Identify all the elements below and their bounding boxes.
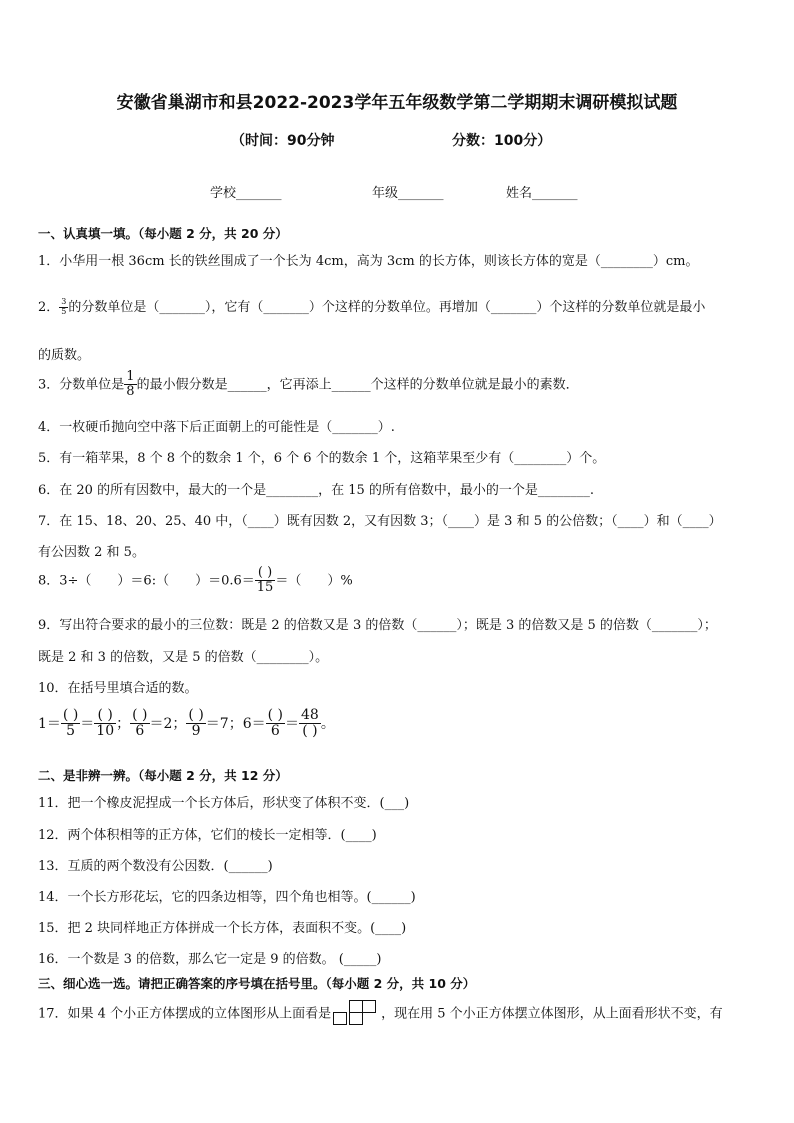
question-17-text: 17．如果 4 个小正方体摆成的立体图形从上面看是 bbox=[38, 1006, 332, 1022]
question-2-number: 2． bbox=[38, 300, 60, 315]
question-7: 7．在 15、18、20、25、40 中，（____）既有因数 2，又有因数 3；（____）是 3 和 5 的公倍数；（____）和（____） bbox=[38, 514, 722, 529]
question-7-continued: 有公因数 2 和 5。 bbox=[38, 545, 145, 560]
question-10-equations: 1＝ $\frac{( )}{5}$ ＝ $\frac{( )}{10}$ ； $\frac{( )}{6}$ ＝2； $\frac{( )}{9}$ ＝7；6＝ $\frac{( )}{6}$ ＝ $\frac{48}{( )}$ 。 bbox=[38, 707, 335, 740]
question-8-prefix: 8．3÷（ ）＝6:（ ）＝0.6＝ bbox=[38, 573, 255, 589]
question-17 bbox=[38, 1000, 723, 1028]
question-17-text-continued: ，现在用 5 个小正方体摆立体图形，从上面看形状不变，有 bbox=[381, 1006, 723, 1022]
q10-fraction-1: $\frac{( )}{5}$ bbox=[62, 707, 79, 740]
q10-fraction-3: $\frac{( )}{6}$ bbox=[132, 707, 148, 740]
section-2-heading: 二、是非辨一辨。（每小题 2 分，共 12 分） bbox=[38, 768, 288, 783]
question-8-suffix: ＝（ ）% bbox=[275, 573, 353, 589]
question-13: 13．互质的两个数没有公因数．(______) bbox=[38, 859, 273, 874]
question-1: 1．小华用一根 36cm 长的铁丝围成了一个长为 4cm，高为 3cm 的长方体，则该长方体的宽是（________）cm。 bbox=[38, 254, 699, 269]
question-6: 6．在 20 的所有因数中，最大的一个是________，在 15 的所有倍数中，最小的一个是________. bbox=[38, 483, 595, 498]
question-14: 14．一个长方形花坛，它的四条边相等，四个角也相等。(______) bbox=[38, 890, 416, 905]
grade-field: 年级_______ bbox=[372, 186, 444, 201]
section-3-heading: 三、细心选一选。请把正确答案的序号填在括号里。（每小题 2 分，共 10 分） bbox=[38, 976, 476, 991]
question-3-text: 的最小假分数是______，它再添上______个这样的分数单位就是最小的素数． bbox=[136, 377, 579, 393]
section-1-heading: 一、认真填一填。（每小题 2 分，共 20 分） bbox=[38, 226, 288, 241]
question-2-fraction: $\frac{3}{5}$ bbox=[61, 297, 67, 316]
question-4: 4．一枚硬币抛向空中落下后正面朝上的可能性是（_______）. bbox=[38, 420, 395, 435]
question-15: 15．把 2 块同样地正方体拼成一个长方体，表面积不变。(____) bbox=[38, 921, 407, 936]
top-view-figure-icon bbox=[333, 1000, 379, 1028]
question-12: 12．两个体积相等的正方体，它们的棱长一定相等．(____) bbox=[38, 828, 377, 843]
q10-fraction-5: $\frac{( )}{6}$ bbox=[267, 707, 283, 740]
exam-score: 分数：100分） bbox=[452, 133, 552, 149]
page-title: 安徽省巢湖市和县2022-2023学年五年级数学第二学期期末调研模拟试题 bbox=[116, 93, 678, 113]
question-8-fraction: $\frac{( )}{15}$ bbox=[256, 565, 274, 596]
q10-fraction-2: $\frac{( )}{10}$ bbox=[96, 707, 115, 740]
question-3-prefix: 3．分数单位是 bbox=[38, 377, 125, 393]
question-2-continued: 的质数。 bbox=[38, 348, 91, 363]
question-9-continued: 既是 2 和 3 的倍数，又是 5 的倍数（________）。 bbox=[38, 650, 329, 665]
question-2 bbox=[38, 296, 705, 317]
q10-fraction-6: $\frac{48}{( )}$ bbox=[301, 707, 319, 740]
question-8 bbox=[38, 566, 353, 596]
exam-time: （时间：90分钟 bbox=[231, 133, 335, 149]
q10-fraction-4: $\frac{( )}{9}$ bbox=[188, 707, 204, 740]
question-3-fraction: $\frac{1}{8}$ bbox=[126, 369, 135, 400]
school-field: 学校_______ bbox=[210, 186, 282, 201]
question-9: 9．写出符合要求的最小的三位数：既是 2 的倍数又是 3 的倍数（______）；既是 3 的倍数又是 5 的倍数（_______）； bbox=[38, 618, 717, 633]
question-5: 5．有一箱苹果，8 个 8 个的数余 1 个，6 个 6 个的数余 1 个，这箱苹果至少有（________）个。 bbox=[38, 451, 606, 466]
question-10: 10．在括号里填合适的数。 bbox=[38, 681, 198, 696]
question-3 bbox=[38, 370, 579, 400]
question-2-text: 的分数单位是（_______），它有（_______）个这样的分数单位。再增加（_______）个这样的分数单位就是最小 bbox=[68, 300, 706, 315]
question-16: 16．一个数是 3 的倍数，那么它一定是 9 的倍数。 (_____) bbox=[38, 952, 382, 967]
question-11: 11．把一个橡皮泥捏成一个长方体后，形状变了体积不变．(___) bbox=[38, 796, 410, 811]
name-field: 姓名_______ bbox=[506, 186, 578, 201]
